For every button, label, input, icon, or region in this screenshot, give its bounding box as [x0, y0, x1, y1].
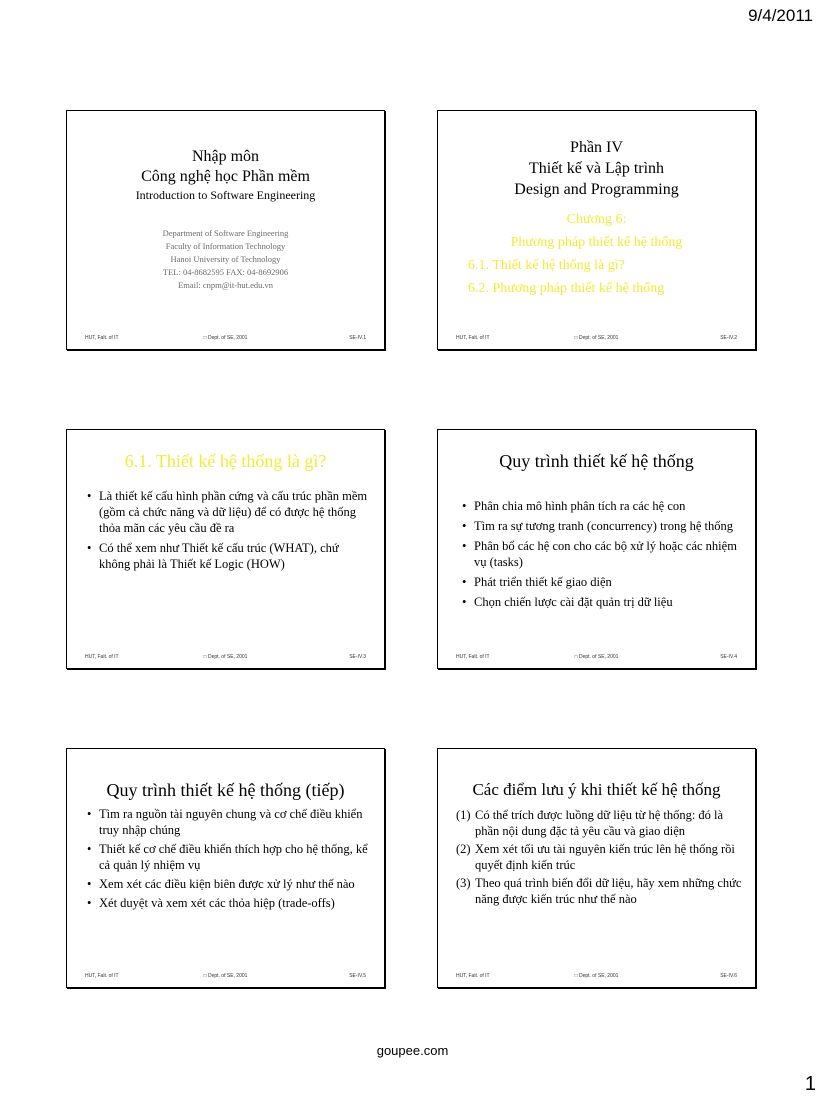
footer-center: □ Dept. of SE, 2001 [574, 335, 619, 341]
slide-footer [456, 973, 737, 981]
page-number: 1 [804, 1073, 816, 1095]
numbered-point [456, 807, 743, 839]
slide-title: 6.1. Thiết kế hệ thống là gì? [124, 451, 327, 471]
slide-title: Quy trình thiết kế hệ thống [499, 451, 694, 471]
slide-title-line: Thiết kế và Lập trình [528, 160, 665, 177]
footer-left: HUT, Falt. of IT [456, 654, 490, 660]
footer-right: SE-IV.3 [349, 654, 366, 660]
numbered-point [456, 841, 743, 873]
dept-line: Department of Software Engineering [162, 228, 289, 238]
slide-3 [66, 429, 385, 669]
chapter-number: Chương 6: [566, 212, 627, 227]
slide-title-line: Công nghệ học Phần mềm [141, 168, 310, 185]
footer-right: SE-IV.2 [720, 335, 737, 341]
point-text: Xem xét tối ưu tài nguyên kiến trúc lên hệ thống rồi quyết định kiến trúc [475, 842, 735, 872]
footer-right: SE-IV.5 [349, 973, 366, 979]
print-date: 9/4/2011 [748, 6, 813, 25]
slide-title-line: Design and Programming [514, 181, 679, 198]
slide-4 [437, 429, 756, 669]
footer-right: SE-IV.4 [720, 654, 737, 660]
bullet-item: • Có thể xem như Thiết kế cấu trúc (WHAT), chứ không phải là Thiết kế Logic (HOW) [85, 540, 370, 572]
footer-right: SE-IV.6 [720, 973, 737, 979]
slide-footer [456, 654, 737, 662]
footer-left: HUT, Falt. of IT [456, 973, 490, 979]
footer-left: HUT, Falt. of IT [85, 335, 119, 341]
dept-line: Hanoi University of Technology [170, 254, 281, 264]
slide-title: Các điểm lưu ý khi thiết kế hệ thống [472, 780, 721, 799]
slide-footer [85, 335, 366, 343]
bullet-item: • Là thiết kế cấu hình phần cứng và cấu trúc phần mềm (gồm cả chức năng và dữ liệu) để có được hệ thống thỏa mãn các yêu cầu đề ra [85, 488, 370, 536]
slide-2 [437, 110, 756, 350]
footer-center: □ Dept. of SE, 2001 [203, 654, 248, 660]
bullet-item: • Phân bổ các hệ con cho các bộ xử lý hoặc các nhiệm vụ (tasks) [460, 538, 739, 570]
footer-left: HUT, Falt. of IT [85, 654, 119, 660]
footer-center: □ Dept. of SE, 2001 [203, 973, 248, 979]
dept-line: TEL: 04-8682595 FAX: 04-8692906 [162, 267, 289, 277]
slide-5 [66, 748, 385, 988]
slide-footer [85, 973, 366, 981]
point-number: (3) [456, 876, 471, 890]
footer-center: □ Dept. of SE, 2001 [203, 335, 248, 341]
numbered-point [456, 875, 743, 907]
slide-6 [437, 748, 756, 988]
chapter-item: 6.2. Phương pháp thiết kế hệ thống [468, 281, 665, 296]
slide-footer [85, 654, 366, 662]
point-number: (2) [456, 842, 471, 856]
point-text: Có thể trích được luồng dữ liệu từ hệ thống: đó là phần nội dung đặc tả yêu cầu và giao diện [475, 808, 724, 838]
site-footer: goupee.com [376, 1043, 449, 1058]
bullet-item: • Phân chia mô hình phân tích ra các hệ con [460, 498, 739, 514]
dept-email: Email: cnpm@it-hut.edu.vn [178, 280, 273, 290]
slide-1 [66, 110, 385, 350]
bullet-item: • Xem xét các điều kiện biên được xử lý như thế nào [85, 876, 370, 892]
slide-subtitle: Introduction to Software Engineering [135, 188, 316, 202]
footer-right: SE-IV.1 [349, 335, 366, 341]
dept-line: Faculty of Information Technology [165, 241, 286, 251]
chapter-title: Phương pháp thiết kế hệ thống [510, 235, 683, 250]
bullet-item: • Xét duyệt và xem xét các thỏa hiệp (trade-offs) [85, 895, 370, 911]
chapter-item: 6.1. Thiết kế hệ thống là gì? [468, 258, 625, 273]
footer-left: HUT, Falt. of IT [85, 973, 119, 979]
point-number: (1) [456, 808, 471, 822]
slide-footer [456, 335, 737, 343]
bullet-item: • Phát triển thiết kế giao diện [460, 574, 739, 590]
department-info [67, 227, 384, 292]
bullet-item: • Tìm ra sự tương tranh (concurrency) trong hệ thống [460, 518, 739, 534]
footer-center: □ Dept. of SE, 2001 [574, 654, 619, 660]
bullet-item: • Tìm ra nguồn tài nguyên chung và cơ chế điều khiển truy nhập chúng [85, 806, 370, 838]
point-text: Theo quá trình biến đổi dữ liệu, hãy xem những chức năng được kiến trúc như thế nào [475, 876, 742, 906]
footer-center: □ Dept. of SE, 2001 [574, 973, 619, 979]
slide-title: Quy trình thiết kế hệ thống (tiếp) [106, 780, 345, 800]
bullet-item: • Chọn chiến lược cài đặt quản trị dữ liệu [460, 594, 739, 610]
footer-left: HUT, Falt. of IT [456, 335, 490, 341]
slide-title-line: Phần IV [570, 139, 623, 156]
bullet-item: • Thiết kế cơ chế điều khiển thích hợp cho hệ thống, kể cả quản lý nhiệm vụ [85, 841, 370, 873]
slide-title-line: Nhập môn [191, 148, 260, 165]
